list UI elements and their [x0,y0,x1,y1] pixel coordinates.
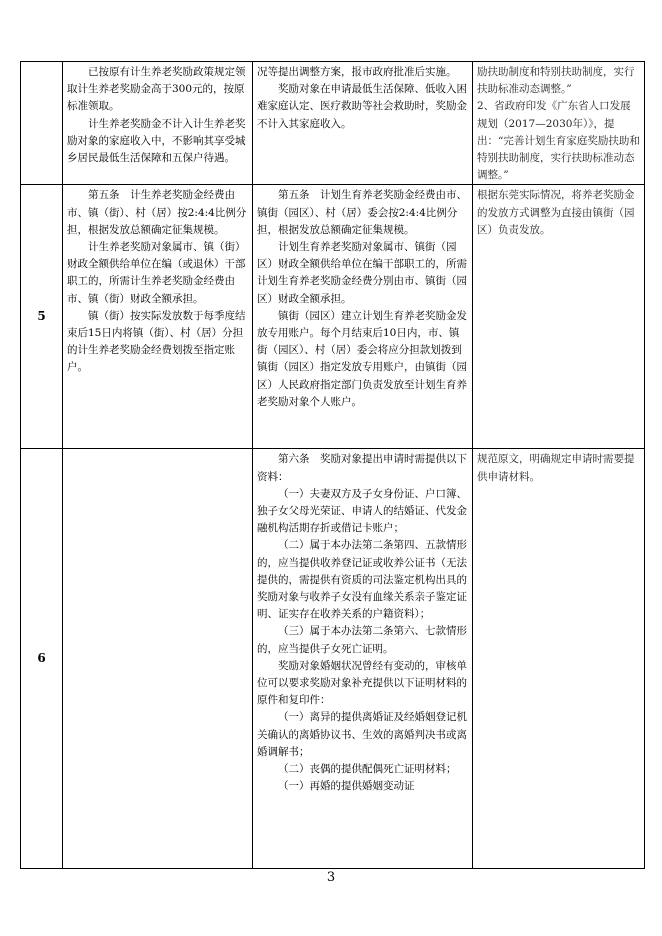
revised-text-cell [253,449,473,869]
paragraph: 已按原有计生养老奖励政策规定领取计生养老奖励金高于300元的，按原标准领取。 [67,66,246,113]
reason-cell [473,449,645,869]
paragraph: 奖励对象在申请最低生活保障、低收入困难家庭认定、医疗救助等社会救助时，奖励金不计入其家庭收入。 [257,83,467,130]
paragraph: 况等提出调整方案，报市政府批准后实施。 [257,66,457,78]
paragraph: 根据东莞实际情况，将养老奖励金的发放方式调整为直接由镇街（园区）负责发放。 [477,189,635,236]
revised-text-cell [253,185,473,449]
table-row [21,62,645,185]
reason-cell [473,185,645,449]
row-number [21,62,63,185]
page-number: 3 [326,870,336,885]
revised-text-cell [253,62,473,185]
paragraph: 奖励对象婚姻状况曾经有变动的，审核单位可以要求奖励对象补充提供以下证明材料的原件和复印件： [257,659,467,707]
paragraph: 镇（街）按实际发放数于每季度结束后15日内将镇（街）、村（居）分担的计生养老奖励金经费划拨至指定账户。 [67,309,246,374]
row-number: 5 [21,185,63,449]
paragraph: （一）夫妻双方及子女身份证、户口簿、独子女父母光荣证、申请人的结婚证、代发金融机构活期存折或借记卡账户； [257,487,467,535]
paragraph: （一）再婚的提供婚姻变动证 [278,780,415,793]
paragraph: 2、省政府印发《广东省人口发展规划（2017—2030年）》，提出：“完善计划生育家庭奖励扶助和特别扶助制度，实行扶助标准动态调整。” [477,100,640,182]
original-text-cell [63,62,253,185]
paragraph: （三）属于本办法第二条第六、七款情形的，应当提供子女死亡证明。 [257,625,467,655]
original-text-cell [63,449,253,869]
table-row [21,449,645,869]
paragraph: 镇街（园区）建立计划生育养老奖励金发放专用账户。每个月结束后10日内，市、镇街（园区）、村（居）委会将应分担款划拨到镇街（园区）指定发放专用账户，由镇街（园区）人民政府指定部门负责发放至计划生育养老奖励对象个人账户。 [257,309,467,408]
paragraph: 计生养老奖励金不计入计生养老奖励对象的家庭收入中，不影响其享受城乡居民最低生活保障和五保户待遇。 [67,117,246,165]
paragraph: 励扶助制度和特别扶助制度，实行扶助标准动态调整。” [477,66,635,96]
paragraph: 计划生育养老奖励对象属市、镇街（园区）财政全额供给单位在编干部职工的，所需计划生育养老奖励金经费分别由市、镇街（园区）财政全额承担。 [257,241,467,305]
comparison-table [20,61,645,869]
paragraph: 第六条 奖励对象提出申请时需提供以下资料： [257,453,467,483]
paragraph: （二）丧偶的提供配偶死亡证明材料； [278,763,457,776]
paragraph: 第五条 计生养老奖励金经费由市、镇（街）、村（居）按2:4:4比例分担，根据发放总额确定征集规模。 [67,189,247,236]
paragraph: （二）属于本办法第二条第四、五款情形的，应当提供收养登记证或收养公证书（无法提供的，需提供有资质的司法鉴定机构出具的奖励对象与收养子女没有血缘关系亲子鉴定证明、证实存在收养关系的户籍资料）； [257,539,467,621]
row-number: 6 [21,449,63,869]
reason-cell [473,62,645,185]
paragraph: 规范原文，明确规定申请时需要提供申请材料。 [477,453,635,483]
paragraph: 第五条 计划生育养老奖励金经费由市、镇街（园区）、村（居）委会按2:4:4比例分担，根据发放总额确定征集规模。 [257,189,467,236]
paragraph: 计生养老奖励对象属市、镇（街）财政全额供给单位在编（或退休）干部职工的，所需计生养老奖励金经费由市、镇（街）财政全额承担。 [67,241,246,305]
paragraph: （一）离异的提供离婚证及经婚姻登记机关确认的离婚协议书、生效的离婚判决书或离婚调解书； [257,711,467,758]
original-text-cell [63,185,253,449]
table-row [21,185,645,449]
